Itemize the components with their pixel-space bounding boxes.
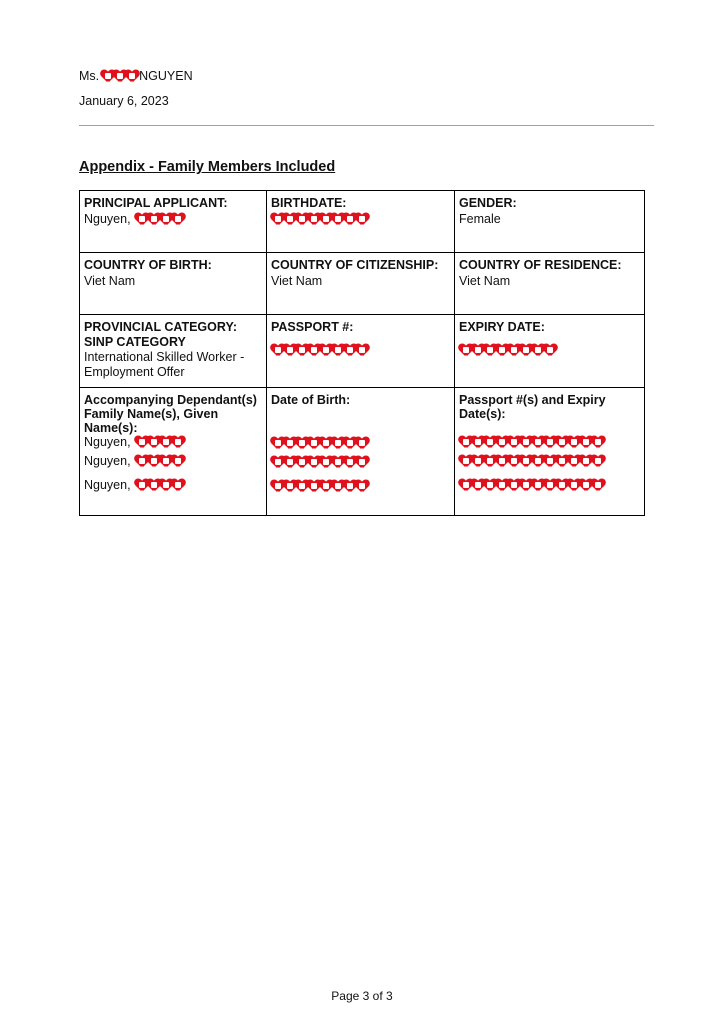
list-item: [84, 449, 262, 473]
redaction-mark: [271, 480, 367, 493]
page-number: Page 3 of 3: [331, 989, 393, 1003]
label-principal-applicant: PRINCIPAL APPLICANT:: [84, 196, 228, 210]
cell-passport-expiry: [455, 388, 645, 516]
family-members-table: [79, 190, 645, 516]
list-item: [271, 474, 450, 498]
redaction-mark: [135, 436, 183, 449]
salutation: Ms.: [79, 69, 100, 83]
list-item: [459, 473, 640, 497]
redaction-mark: [271, 437, 367, 450]
cell-principal-applicant: [80, 191, 267, 253]
cell-birthdate: [267, 191, 455, 253]
redaction-mark: [135, 479, 183, 492]
label-expiry-date: EXPIRY DATE:: [459, 320, 545, 334]
value-gender: Female: [459, 211, 501, 226]
label-country-of-birth: COUNTRY OF BIRTH:: [84, 258, 212, 272]
value-provincial-category-line2: Employment Offer: [84, 365, 185, 379]
list-item: [459, 449, 640, 473]
label-provincial-category: PROVINCIAL CATEGORY: SINP CATEGORY: [84, 320, 238, 349]
dependant-name: Nguyen,: [84, 477, 131, 492]
redaction-mark: [271, 213, 367, 226]
redaction-mark: [135, 213, 183, 226]
cell-dependants: [80, 388, 267, 516]
value-principal-applicant: Nguyen,: [84, 211, 131, 226]
cell-gender: [455, 191, 645, 253]
redaction-mark: [101, 70, 137, 83]
redaction-mark: [459, 479, 603, 492]
redaction-mark: [271, 344, 367, 357]
cell-country-of-citizenship: [267, 253, 455, 315]
recipient-name: [79, 69, 193, 83]
value-country-of-residence: Viet Nam: [459, 273, 511, 288]
page-title: Appendix - Family Members Included: [79, 159, 336, 175]
label-date-of-birth: Date of Birth:: [271, 393, 351, 407]
redaction-mark: [459, 436, 603, 449]
list-item: [271, 450, 450, 474]
cell-expiry-date: [455, 315, 645, 388]
redaction-mark: [135, 455, 183, 468]
cell-country-of-birth: [80, 253, 267, 315]
label-dependants: Accompanying Dependant(s) Family Name(s), Given Name(s):: [84, 393, 257, 435]
value-country-of-citizenship: Viet Nam: [271, 273, 323, 288]
value-provincial-category-line1: International Skilled Worker -: [84, 350, 245, 364]
list-item: [459, 435, 640, 449]
letter-date: January 6, 2023: [79, 94, 169, 108]
dependant-name: Nguyen,: [84, 453, 131, 468]
label-birthdate: BIRTHDATE:: [271, 196, 347, 210]
surname: NGUYEN: [139, 69, 193, 83]
cell-country-of-residence: [455, 253, 645, 315]
label-country-of-residence: COUNTRY OF RESIDENCE:: [459, 258, 622, 272]
cell-passport: [267, 315, 455, 388]
redaction-mark: [459, 455, 603, 468]
value-country-of-birth: Viet Nam: [84, 273, 136, 288]
divider: [79, 125, 654, 126]
label-gender: GENDER:: [459, 196, 517, 210]
list-item: [271, 436, 450, 450]
label-passport-expiry: Passport #(s) and Expiry Date(s):: [459, 393, 606, 421]
list-item: [84, 435, 262, 449]
cell-provincial-category: [80, 315, 267, 388]
list-item: [84, 473, 262, 497]
dependant-name: Nguyen,: [84, 434, 131, 449]
redaction-mark: [271, 456, 367, 469]
label-country-of-citizenship: COUNTRY OF CITIZENSHIP:: [271, 258, 439, 272]
redaction-mark: [459, 344, 555, 357]
label-passport: PASSPORT #:: [271, 320, 354, 334]
cell-date-of-birth: [267, 388, 455, 516]
